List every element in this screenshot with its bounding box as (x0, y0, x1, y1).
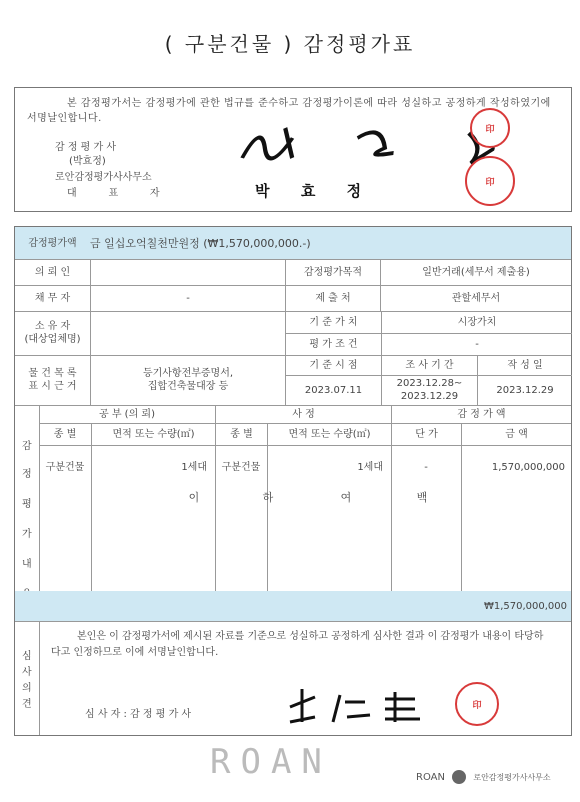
value-text: 금 일십오억칠천만원정 (₩1,570,000,000.-) (90, 236, 311, 250)
side-char: 감 (22, 441, 32, 452)
debtor-row (15, 285, 571, 312)
row-amount: 1,570,000,000 (491, 461, 565, 473)
owner-row (15, 311, 571, 356)
roan-logo: ROAN (210, 742, 332, 782)
side-char: 내 (22, 559, 32, 570)
col-kind: 종 별 (53, 428, 77, 440)
purpose-value: 일반거래(세무서 제출용) (380, 259, 571, 285)
reviewer-signature (285, 687, 445, 731)
client-row (15, 259, 571, 286)
reviewer-seal-icon: 印 (455, 682, 499, 726)
appraisal-table (14, 226, 572, 736)
col-amount: 금 액 (461, 423, 571, 445)
seal-stamp-icon: 印 (470, 108, 510, 148)
intro-statement: 본 감정평가서는 감정평가에 관한 법규를 준수하고 감정평가이론에 따라 성실하고 공정하게 작성하였기에 서명날인합니다. (27, 98, 551, 124)
listing-label: 물 건 목 록 표 시 근 거 (28, 368, 77, 392)
row-area2: 1세대 (357, 461, 383, 473)
detail-side-column (15, 405, 40, 601)
col-kind2: 종 별 (215, 423, 267, 445)
review-statement: 본인은 이 감정평가서에 제시된 자료를 기준으로 성실하고 공정하게 심사한 결과 이 감정평가 내용이 타당하다고 인정하므로 이에 서명날인합니다. (51, 631, 544, 658)
written-value: 2023.12.29 (477, 375, 572, 405)
appraisal-value-row (15, 227, 571, 260)
side-char: 가 (22, 529, 32, 540)
office-name: 로안감정평가사사무소 (55, 172, 152, 183)
review-side-char: 견 (22, 699, 32, 710)
value-label: 감정평가액 (28, 237, 77, 249)
footer-emblem-icon (452, 770, 466, 784)
row-area: 1세대 (181, 461, 207, 473)
footer-brand (416, 770, 551, 784)
column-header-row (39, 423, 571, 446)
refdate-label: 기 준 시 점 (309, 359, 358, 371)
appraiser-signature (227, 118, 503, 177)
client-label: 의 뢰 인 (34, 266, 71, 278)
appraiser-label: 감 정 평 가 사 (55, 142, 117, 153)
submit-value: 관할세무서 (380, 285, 571, 311)
total-row (15, 591, 571, 622)
detail-body (39, 445, 571, 591)
listing-row (15, 355, 571, 406)
col-unit: 단 가 (391, 423, 461, 445)
written-label: 작 성 일 (477, 355, 572, 375)
page-title: ( 구분건물 ) 감정평가표 (164, 32, 416, 56)
below-char-3: 여 (340, 490, 352, 504)
footer-brand-name: ROAN (416, 772, 445, 783)
representative-name: 박 효 정 (255, 182, 362, 200)
review-side-char: 심 (22, 651, 32, 662)
basis-value: 시장가치 (381, 311, 572, 333)
col-area2: 면적 또는 수량(㎡) (267, 423, 391, 445)
basis-label: 기 준 가 치 (309, 316, 358, 328)
appraiser-name: (박효정) (69, 156, 106, 167)
representative-label: 대 표 자 (67, 188, 160, 199)
office-seal-icon: 印 (465, 156, 515, 206)
submit-label: 제 출 처 (285, 285, 380, 311)
debtor-value: - (90, 285, 285, 311)
group-assess: 사 정 (215, 405, 391, 423)
client-value (90, 259, 285, 285)
intro-box (14, 87, 572, 212)
review-side-char: 의 (22, 683, 32, 694)
period-label: 조 사 기 간 (381, 355, 477, 375)
below-char-1: 이 (188, 490, 200, 504)
review-side-column (15, 621, 40, 735)
purpose-label: 감정평가목적 (285, 259, 380, 285)
side-char: 정 (22, 469, 32, 480)
row-kind: 구분건물 (45, 461, 85, 473)
reviewer-signature-icon (285, 687, 445, 727)
owner-value (90, 311, 285, 355)
listing-value: 등기사항전부증명서, 집합건축물대장 등 (90, 355, 285, 405)
reviewer-label: 심 사 자 : 감 정 평 가 사 (85, 709, 192, 720)
owner-label: 소 유 자 (대상업체명) (24, 321, 81, 345)
group-public: 공 부 (의 뢰) (99, 408, 155, 420)
row-unit: - (424, 461, 428, 473)
footer-office: 로안감정평가사사무소 (473, 773, 551, 782)
below-char-2: 하 (262, 490, 274, 504)
total-amount: ₩1,570,000,000 (483, 600, 567, 612)
side-char: 평 (22, 499, 32, 510)
group-header-row (39, 405, 571, 424)
cond-value: - (381, 333, 572, 355)
row-kind2: 구분건물 (221, 461, 261, 473)
col-area: 면적 또는 수량(㎡) (91, 423, 215, 445)
refdate-value: 2023.07.11 (304, 384, 363, 396)
debtor-label: 채 무 자 (34, 292, 71, 304)
period-value: 2023.12.28~ 2023.12.29 (381, 375, 477, 405)
group-value: 감 정 가 액 (391, 405, 571, 423)
cond-label: 평 가 조 건 (309, 338, 358, 350)
below-char-4: 백 (416, 490, 428, 504)
review-side-char: 사 (22, 667, 32, 678)
signature-scribble-icon (230, 118, 503, 168)
